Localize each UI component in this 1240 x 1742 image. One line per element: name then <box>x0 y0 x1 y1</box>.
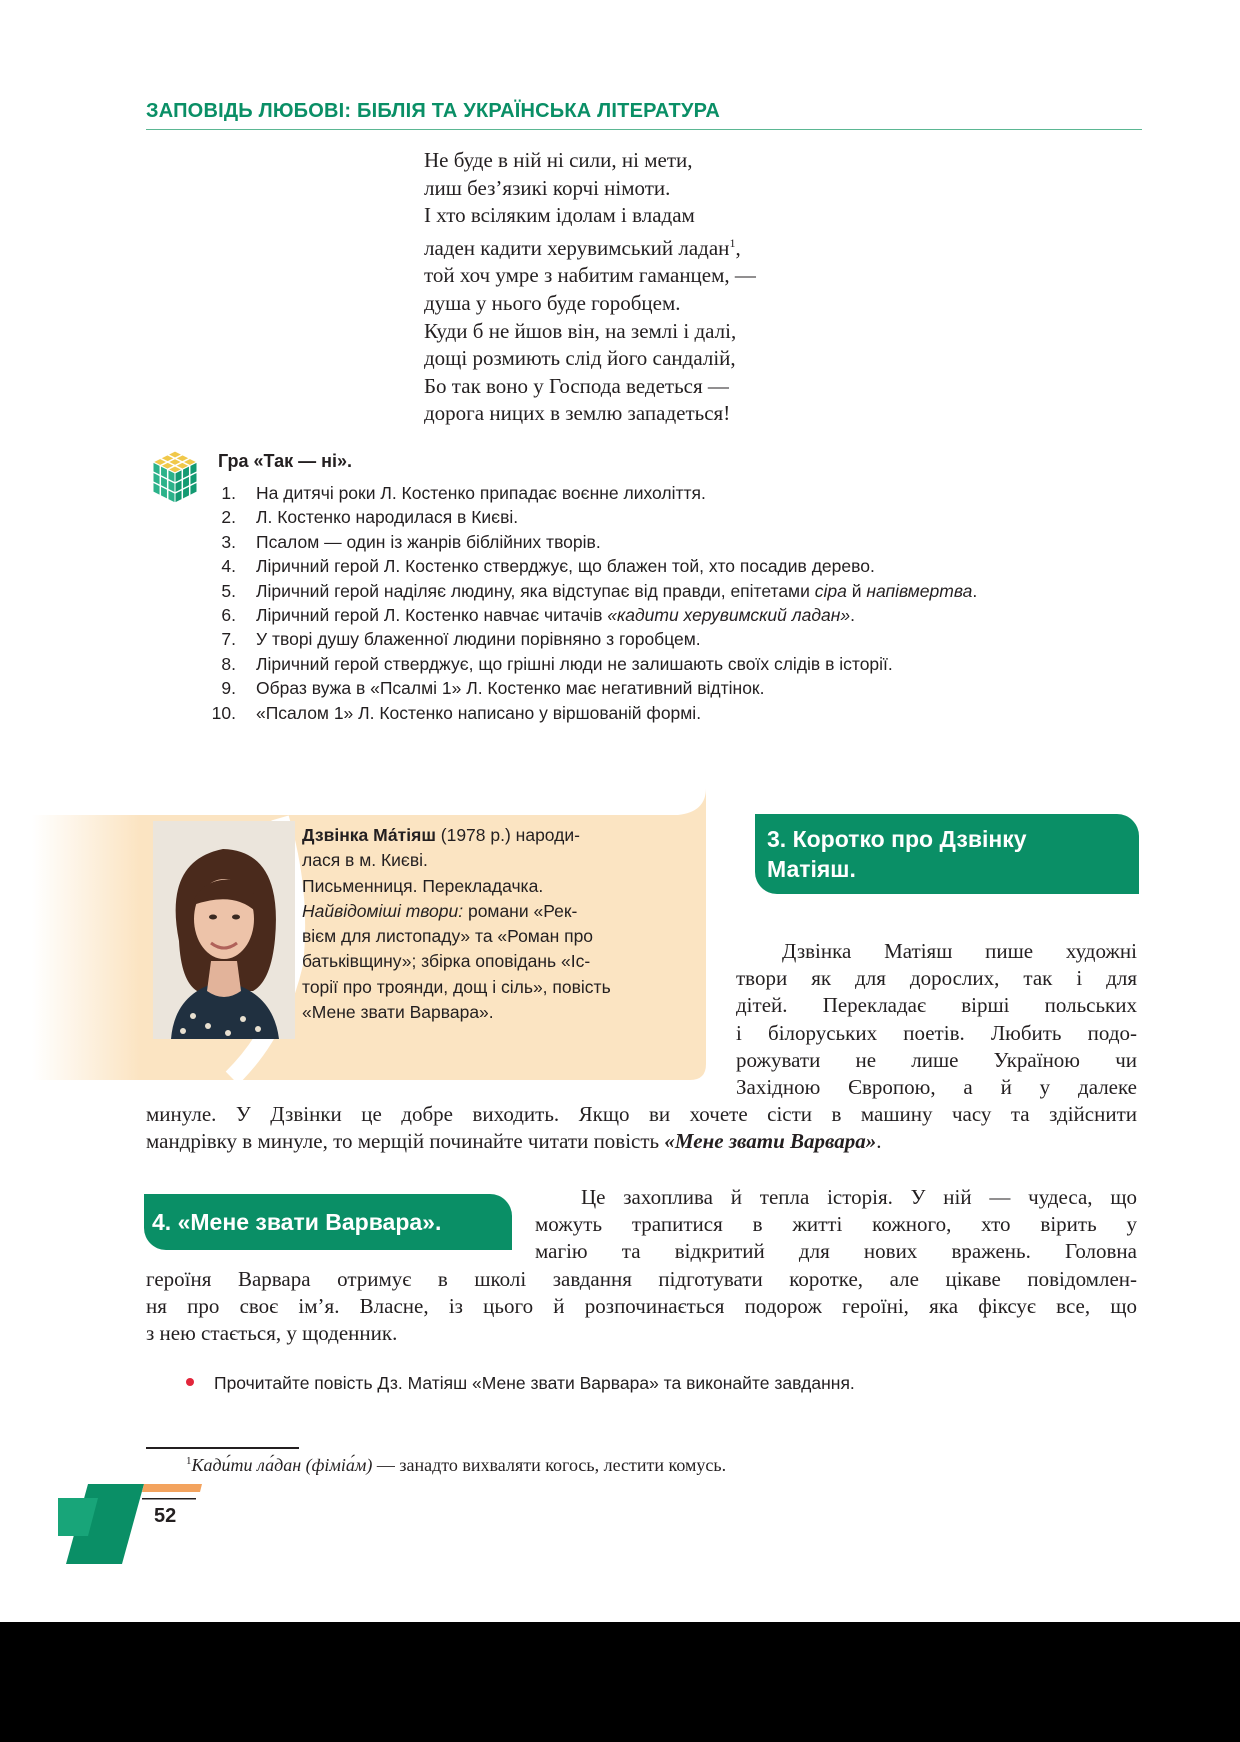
item-text: Псалом — один із жанрів біблійних творів. <box>256 531 601 552</box>
row-text: Це захоплива й тепла історія. У ній — чудеса, що <box>581 1185 1137 1209</box>
text-row <box>146 1128 1137 1155</box>
section4-paragraph-bottom <box>146 1266 1137 1348</box>
poem-text: ладен кадити херувимський ладан <box>424 235 730 260</box>
item-text: Ліричний герой стверджує, що грішні люди не залишають своїх слідів в історії. <box>256 653 893 674</box>
item-text: й <box>846 580 867 601</box>
quiz-item <box>200 701 1160 725</box>
item-number: 9. <box>221 678 236 699</box>
bio-text <box>302 823 686 1025</box>
quiz-item <box>200 481 1160 505</box>
item-number: 10. <box>211 702 236 723</box>
item-text: . <box>972 580 978 601</box>
item-text: На дитячі роки Л. Костенко припадає воєнне лихоліття. <box>256 483 706 503</box>
bio-text-part: (1978 р.) народи- <box>435 825 580 845</box>
poem-line: Куди б не йшов він, на землі і далі, <box>424 318 737 343</box>
bullet-icon <box>186 1378 194 1386</box>
quiz-item <box>200 579 1160 603</box>
bio-line <box>302 823 686 848</box>
bio-works-label: Найвідоміші твори: <box>302 900 464 921</box>
poem-line: дощі розмиють слід його сандалій, <box>424 346 736 371</box>
item-emphasis: сіра <box>814 580 847 601</box>
item-text: «Псалом 1» Л. Костенко написано у віршованій формі. <box>256 702 702 723</box>
item-text: Ліричний герой Л. Костенко стверджує, що блажен той, хто посадив дерево. <box>256 556 875 577</box>
item-number: 2. <box>221 507 236 528</box>
quiz-item <box>200 676 1160 700</box>
bio-line: лася в м. Києві. <box>302 850 428 871</box>
item-number: 4. <box>221 556 236 577</box>
poem-line: лиш без’язикі корчі німоти. <box>424 175 671 200</box>
poem-comma: , <box>735 235 741 260</box>
item-number: 7. <box>221 629 236 650</box>
text-row: рожувати не лише Україною чи <box>736 1047 1137 1072</box>
poem-line: І хто всіляким ідолам і владам <box>424 203 695 228</box>
game-title: Гра «Так — ні». <box>218 451 352 471</box>
bio-line: вієм для листопаду» та «Роман про <box>302 926 594 947</box>
item-text: Ліричний герой наділяє людину, яка відступає від правди, епітетами <box>256 580 815 601</box>
bio-line: батьківщину»; збірка оповідань «Іс- <box>302 951 591 972</box>
footnote <box>186 1455 726 1476</box>
item-text: Ліричний герой Л. Костенко навчає читачів <box>256 605 608 626</box>
footnote-marker: 1 <box>729 235 736 250</box>
author-name: Дзвінка Ма́тіяш <box>302 825 436 845</box>
bio-line: «Мене звати Варвара». <box>302 1002 494 1023</box>
footnote-divider <box>146 1447 299 1449</box>
page-corner-decoration <box>58 1484 204 1564</box>
text-row: героїня Варвара отримує в школі завдання підготувати коротке, але цікаве повідомлен- <box>146 1267 1137 1291</box>
text-row: твори як для дорослих, так і для <box>736 966 1137 991</box>
item-text: Л. Костенко народилася в Києві. <box>256 507 519 528</box>
text-row: ня про своє ім’я. Власне, із цього й розпочинається подорож героїні, яка фіксує все, що <box>146 1294 1137 1319</box>
footnote-term: Кади́ти ла́дан (фіміа́м) <box>191 1455 373 1475</box>
quiz-item <box>200 554 1160 578</box>
page-number: 52 <box>154 1505 177 1527</box>
footnote-definition: — занадто вихваляти когось, лестити комусь. <box>372 1455 727 1475</box>
footnote-number: 1 <box>186 1455 192 1467</box>
text-row: Західною Європою, а й у далеке <box>736 1075 1137 1100</box>
item-number: 8. <box>221 653 236 674</box>
poem-line: душа у нього буде горобцем. <box>424 290 681 315</box>
bio-line <box>302 899 686 924</box>
text-row: можуть трапитися в житті кожного, хто вірить у <box>535 1212 1137 1237</box>
quiz-item <box>200 505 1160 529</box>
item-number: 5. <box>221 580 236 601</box>
bio-line: Письменниця. Перекладачка. <box>302 875 544 896</box>
section3-paragraph-bottom <box>146 1101 1137 1155</box>
text-row: і білоруських поетів. Любить подо- <box>736 1020 1137 1045</box>
heading-line: 3. Коротко про Дзвінку <box>767 826 1027 852</box>
poem-line: дорога ницих в землю западеться! <box>424 401 731 426</box>
bio-text-part: романи «Рек- <box>463 900 578 921</box>
section4-paragraph-top <box>535 1184 1137 1266</box>
text-row: магію та відкритий для нових вражень. Головна <box>535 1239 1137 1264</box>
poem <box>424 147 1024 428</box>
section-heading-4: 4. «Мене звати Варвара». <box>144 1194 512 1250</box>
quiz-item <box>200 530 1160 554</box>
text-row: минуле. У Дзвінки це добре виходить. Якщо ви хочете сісти в машину часу та здійснити <box>146 1102 1137 1126</box>
item-text: . <box>850 605 855 626</box>
quiz-item <box>200 652 1160 676</box>
cube-icon <box>150 449 200 505</box>
author-portrait <box>153 821 295 1039</box>
item-number: 1. <box>221 483 236 503</box>
book-title: «Мене звати Варвара» <box>664 1129 877 1154</box>
row-text: Дзвінка Матіяш пише художні <box>782 939 1137 963</box>
text-row: дітей. Перекладає вірші польських <box>736 993 1137 1018</box>
bottom-black-band <box>0 1622 1240 1742</box>
item-emphasis: напівмертва <box>866 580 973 601</box>
item-text: Образ вужа в «Псалмі 1» Л. Костенко має негативний відтінок. <box>256 678 765 699</box>
poem-line: той хоч умре з набитим гаманцем, — <box>424 263 756 288</box>
row-text: . <box>876 1129 882 1154</box>
text-row: з нею стається, у щоденник. <box>146 1321 398 1346</box>
poem-line <box>424 230 1024 263</box>
heading-line: Матіяш. <box>767 856 856 882</box>
section-heading-3 <box>755 814 1139 894</box>
item-text: У творі душу блаженної людини порівняно з горобцем. <box>256 629 701 650</box>
item-number: 6. <box>221 605 236 626</box>
text-row <box>535 1184 1137 1211</box>
text-row <box>736 938 1137 965</box>
poem-line: Бо так воно у Господа ведеться — <box>424 373 729 398</box>
row-text: мандрівку в минуле, то мерщій починайте читати повість <box>146 1129 665 1154</box>
task-text: Прочитайте повість Дз. Матіяш «Мене звати Варвара» та виконайте завдання. <box>214 1373 855 1393</box>
bio-line: торії про троянди, дощ і сіль», повість <box>302 976 611 997</box>
quiz-list <box>200 481 1160 725</box>
quiz-item <box>200 627 1160 651</box>
poem-line: Не буде в ній ні сили, ні мети, <box>424 148 693 172</box>
running-header: ЗАПОВІДЬ ЛЮБОВІ: БІБЛІЯ ТА УКРАЇНСЬКА ЛІТЕРАТУРА <box>146 100 1142 130</box>
section3-paragraph-top <box>736 938 1137 1101</box>
item-number: 3. <box>221 531 236 552</box>
item-emphasis: «кадити херувимский ладан» <box>607 605 851 626</box>
quiz-item <box>200 603 1160 627</box>
task-bullet <box>186 1373 855 1394</box>
